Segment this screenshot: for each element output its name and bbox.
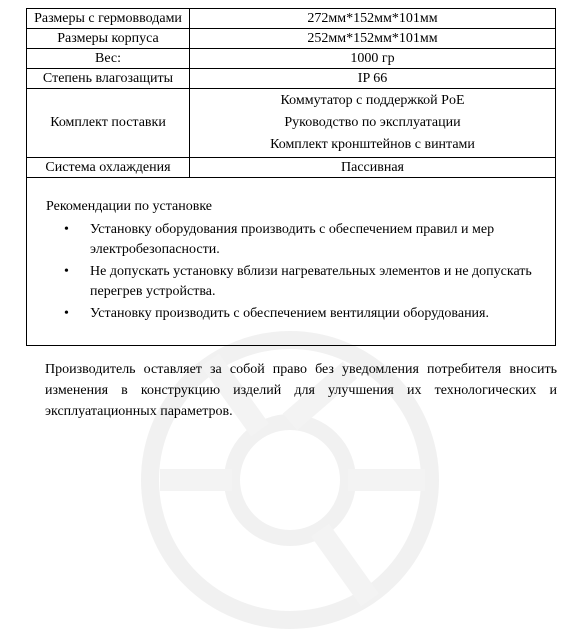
kit-item: Коммутатор с поддержкой PoE [280,93,465,108]
bullet-icon: • [64,306,69,321]
recommendation-text: Не допускать установку вблизи нагревательных элементов и не допускать перегрев устройства. [90,264,532,299]
recommendation-item [46,220,541,260]
manufacturer-disclaimer: Производитель оставляет за собой право без уведомления потребителя вносить изменения в конструкцию изделий для улучшения их технологических и эксплуатационных параметров. [45,362,557,419]
kit-label: Комплект поставки [27,89,190,158]
spec-row-ip-rating [27,69,556,89]
spec-row-dimensions-body [27,29,556,49]
spec-value: 252мм*152мм*101мм [190,29,556,49]
spec-label: Размеры корпуса [27,29,190,49]
spec-row-dimensions-glands [27,9,556,29]
kit-items [190,89,556,158]
spec-label: Размеры с гермовводами [27,9,190,29]
recommendation-item [46,262,541,302]
recommendations-row [27,178,556,346]
bullet-icon: • [64,222,69,237]
recommendation-item [46,304,541,324]
kit-item: Комплект кронштейнов с винтами [270,137,475,152]
recommendations-list [46,220,541,324]
recommendations-title: Рекомендации по установке [46,199,212,214]
spec-row-cooling [27,158,556,178]
recommendation-text: Установку оборудования производить с обеспечением правил и мер электробезопасности. [90,222,495,257]
spec-value: IP 66 [190,69,556,89]
spec-label: Степень влагозащиты [27,69,190,89]
spec-value: 1000 гр [190,49,556,69]
cooling-value: Пассивная [190,158,556,178]
kit-item: Руководство по эксплуатации [284,115,461,130]
cooling-label: Система охлаждения [27,158,190,178]
recommendation-text: Установку производить с обеспечением вентиляции оборудования. [90,306,489,321]
spec-value: 272мм*152мм*101мм [190,9,556,29]
spec-row-kit [27,89,556,158]
spec-row-weight [27,49,556,69]
bullet-icon: • [64,264,69,279]
spec-label: Вес: [27,49,190,69]
recommendations-cell [27,178,556,346]
spec-table [26,8,556,346]
